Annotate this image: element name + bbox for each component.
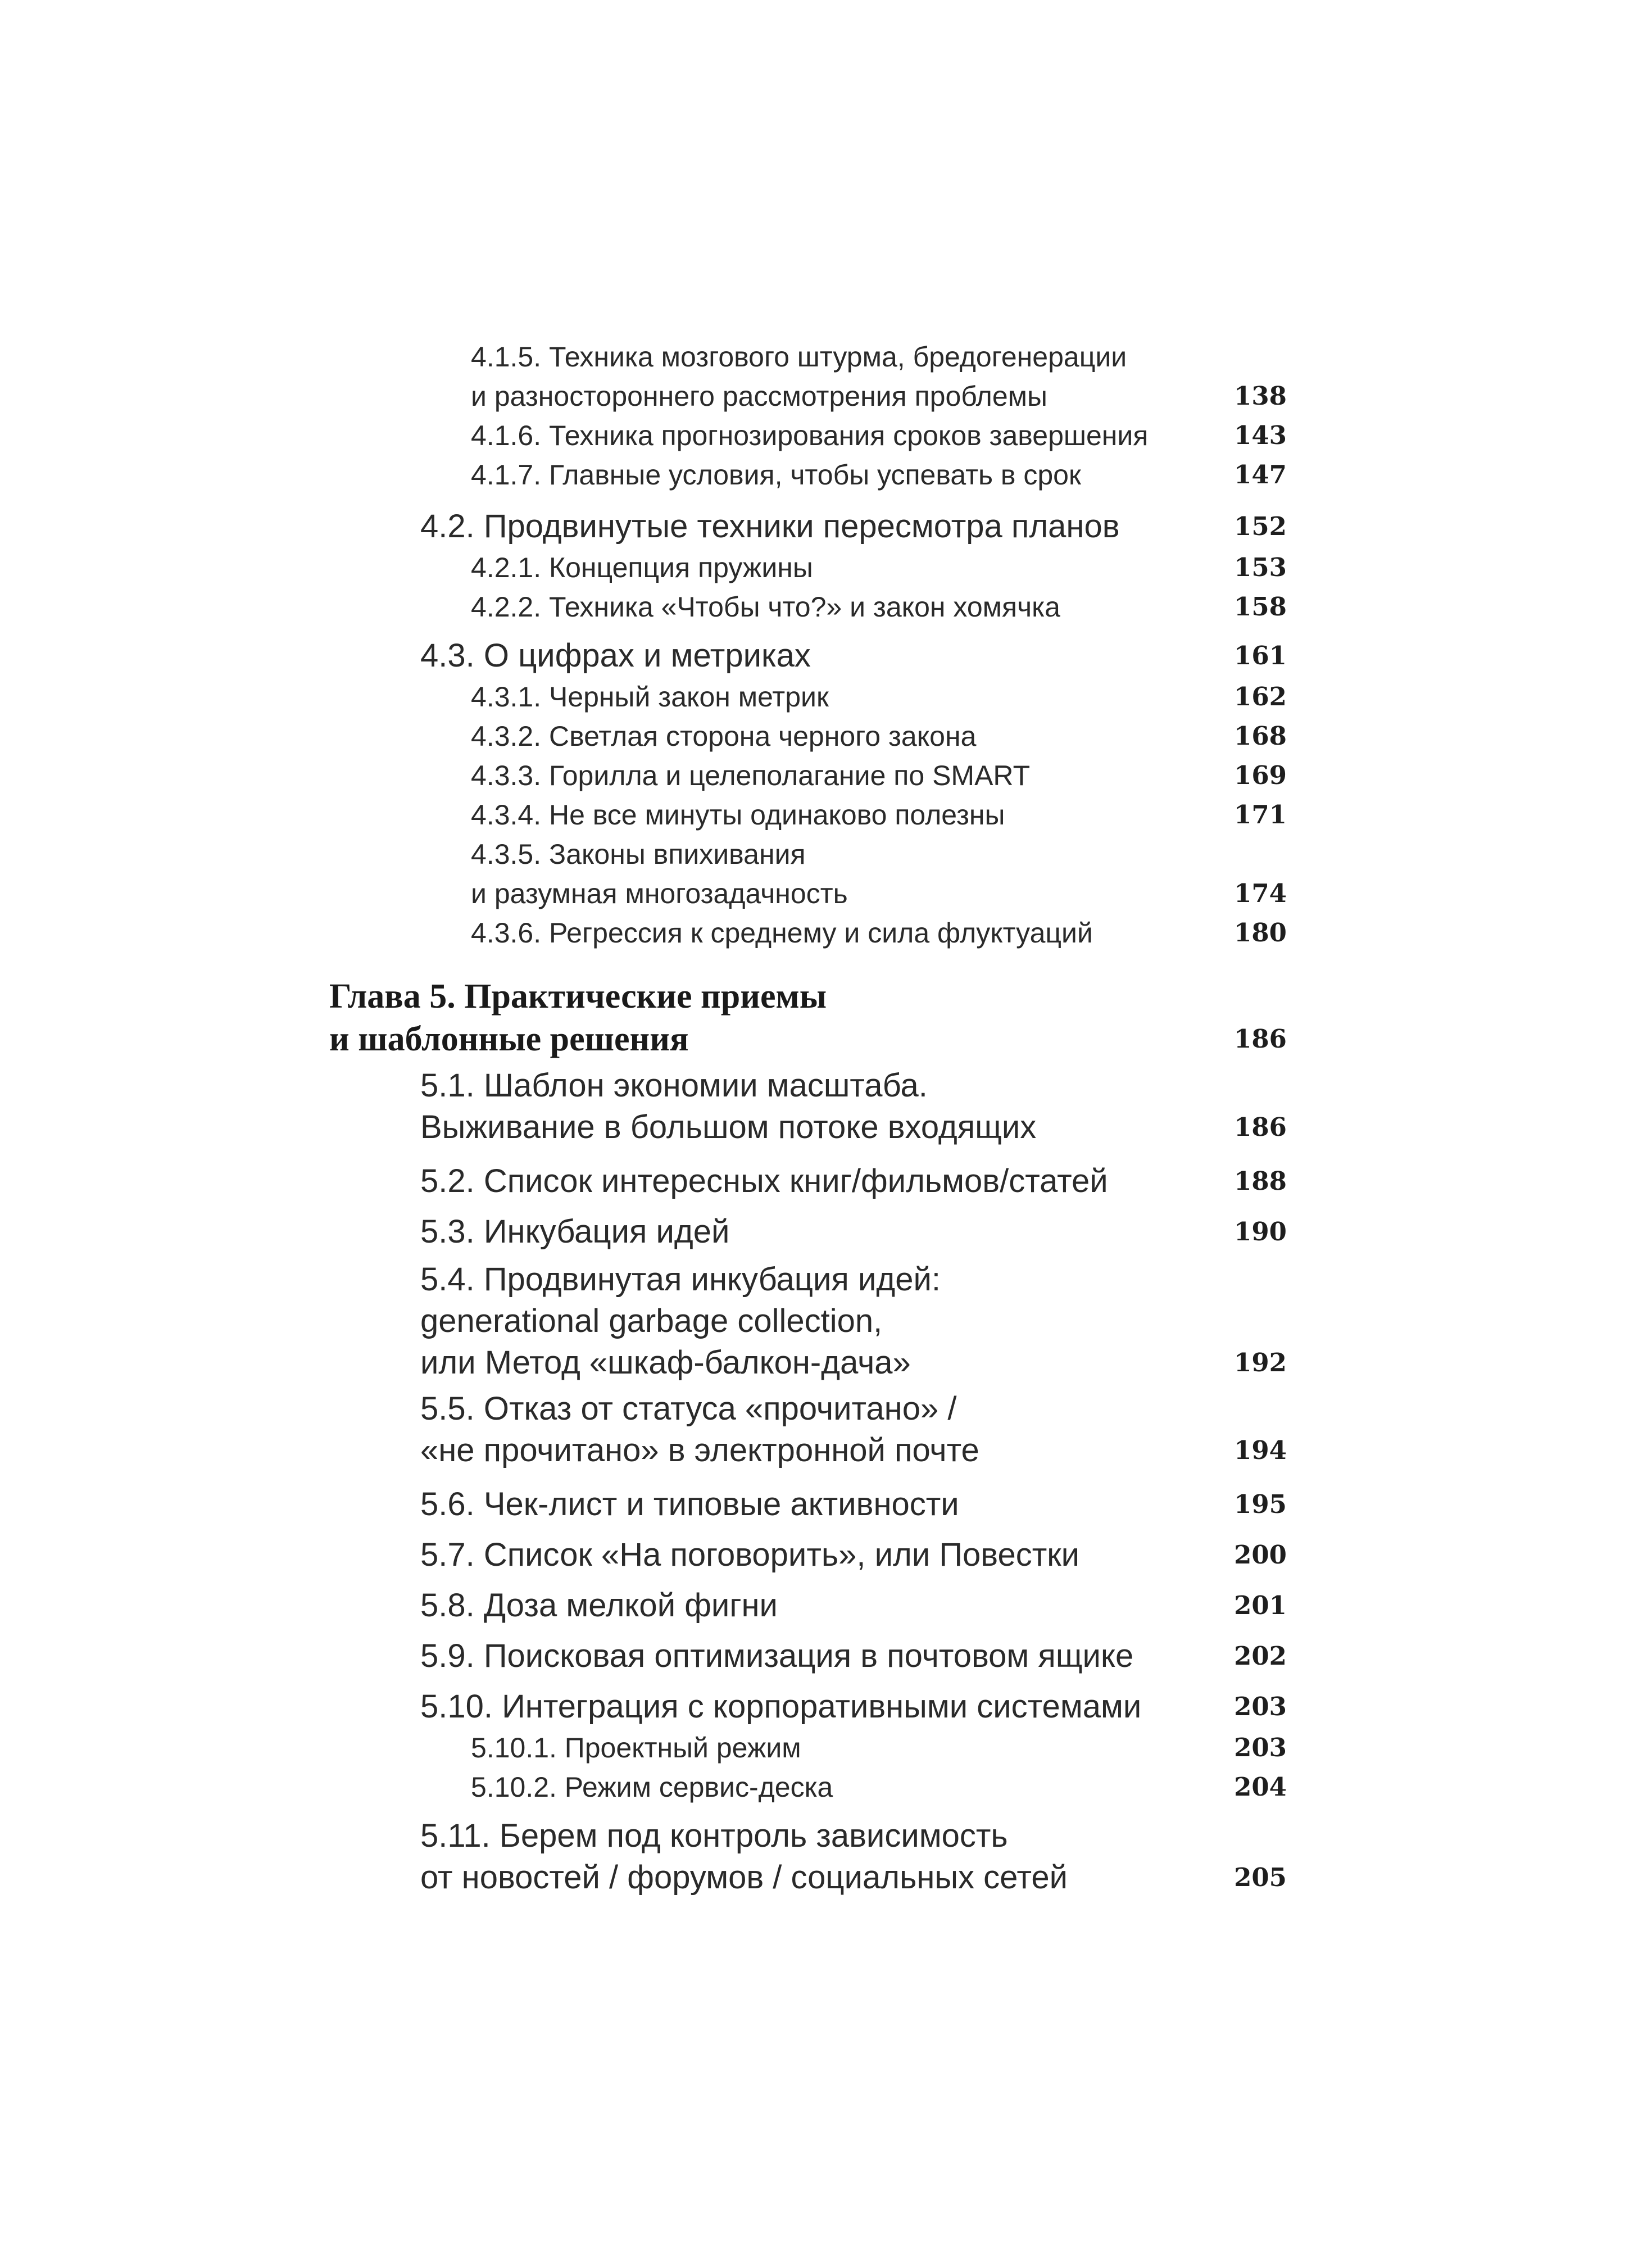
toc-entry bbox=[420, 506, 1287, 547]
toc-entry-title-line: 4.3.3. Горилла и целеполагание по SMART bbox=[471, 760, 1031, 791]
toc-entry-title bbox=[420, 635, 811, 677]
toc-entry-title bbox=[420, 1211, 729, 1253]
toc-page-number: 152 bbox=[1234, 511, 1287, 541]
toc-entry-title-line: 4.3.4. Не все минуты одинаково полезны bbox=[471, 799, 1005, 831]
toc-page-number: 201 bbox=[1234, 1590, 1287, 1620]
toc-entry-title-line: 5.7. Список «На поговорить», или Повестки bbox=[420, 1537, 1080, 1573]
toc-page-number: 174 bbox=[1234, 878, 1287, 908]
toc-entry bbox=[471, 835, 1287, 913]
toc-entry-title-line: 5.10.1. Проектный режим bbox=[471, 1732, 801, 1764]
toc-entry-title-line: Глава 5. Практические приемы bbox=[329, 977, 827, 1016]
toc-entry-title-line: 5.2. Список интересных книг/фильмов/статей bbox=[420, 1163, 1108, 1199]
toc-entry bbox=[420, 1815, 1287, 1898]
toc-entry-title bbox=[420, 1534, 1079, 1576]
toc-page-number: 143 bbox=[1234, 420, 1287, 450]
toc-entry bbox=[471, 416, 1287, 455]
toc-entry bbox=[420, 1388, 1287, 1471]
toc-entry-title bbox=[471, 913, 1093, 953]
toc-page-number: 186 bbox=[1234, 1112, 1287, 1142]
toc-page-number: 190 bbox=[1234, 1217, 1287, 1247]
toc-entry-title-line: и разностороннего рассмотрения проблемы bbox=[471, 380, 1047, 412]
toc-page-number: 200 bbox=[1234, 1540, 1287, 1570]
toc-page-number: 203 bbox=[1234, 1692, 1287, 1721]
toc-entry bbox=[420, 1686, 1287, 1728]
toc-entry-title-line: 5.10. Интеграция с корпоративными системами bbox=[420, 1688, 1142, 1725]
toc-entry-title-line: «не прочитано» в электронной почте bbox=[420, 1432, 979, 1469]
toc-entry-title bbox=[471, 548, 813, 587]
toc-page-number: 188 bbox=[1234, 1166, 1287, 1196]
toc-entry-title-line: 5.10.2. Режим сервис-деска bbox=[471, 1771, 833, 1803]
toc-entry bbox=[471, 1728, 1287, 1767]
toc-entry-title bbox=[471, 677, 829, 717]
toc-entry-title-line: или Метод «шкаф-балкон-дача» bbox=[420, 1344, 911, 1381]
toc-entry bbox=[329, 975, 1287, 1060]
toc-page-number: 194 bbox=[1234, 1435, 1287, 1465]
toc-entry-title bbox=[420, 1065, 1036, 1148]
toc-entry bbox=[420, 1534, 1287, 1576]
toc-entry-title bbox=[471, 337, 1127, 416]
toc-entry-title-line: и разумная многозадачность bbox=[471, 878, 848, 909]
toc-page-number: 203 bbox=[1234, 1733, 1287, 1762]
toc-entry-title-line: и шаблонные решения bbox=[329, 1020, 689, 1058]
toc-entry-title-line: 5.4. Продвинутая инкубация идей: bbox=[420, 1261, 941, 1298]
toc-entry-title-line: 5.8. Доза мелкой фигни bbox=[420, 1587, 778, 1624]
toc-page-number: 180 bbox=[1234, 918, 1287, 948]
toc-page-number: 195 bbox=[1234, 1489, 1287, 1519]
toc-entry bbox=[420, 1484, 1287, 1525]
toc-entry bbox=[471, 717, 1287, 756]
toc-entry bbox=[471, 756, 1287, 795]
toc-entry-title-line: 4.2.2. Техника «Чтобы что?» и закон хомячка bbox=[471, 591, 1060, 623]
toc-entry-title bbox=[471, 835, 848, 913]
toc-entry bbox=[420, 1259, 1287, 1384]
toc-entry-title-line: от новостей / форумов / социальных сетей bbox=[420, 1859, 1068, 1896]
toc-entry-title-line: 4.3.2. Светлая сторона черного закона bbox=[471, 720, 977, 752]
toc-page-number: 153 bbox=[1234, 552, 1287, 582]
toc-page-number: 171 bbox=[1234, 800, 1287, 830]
toc-entry-title bbox=[471, 1728, 801, 1767]
toc-entry bbox=[420, 1585, 1287, 1626]
toc-entry-title bbox=[420, 1388, 979, 1471]
toc-page-number: 147 bbox=[1234, 460, 1287, 490]
toc-entry bbox=[471, 455, 1287, 495]
toc-entry-title bbox=[471, 756, 1030, 795]
toc-entry-title-line: 5.6. Чек-лист и типовые активности bbox=[420, 1486, 959, 1522]
toc-entry-title bbox=[471, 455, 1081, 495]
toc-entry-title-line: 5.5. Отказ от статуса «прочитано» / bbox=[420, 1390, 957, 1427]
toc-entry-title-line: 4.2. Продвинутые техники пересмотра планов bbox=[420, 508, 1120, 545]
toc-entry bbox=[420, 635, 1287, 677]
toc-entry bbox=[420, 1065, 1287, 1148]
toc-entry-title-line: 4.3.1. Черный закон метрик bbox=[471, 681, 829, 713]
toc-entry-title-line: 5.3. Инкубация идей bbox=[420, 1213, 730, 1250]
toc-entry-title-line: 5.11. Берем под контроль зависимость bbox=[420, 1818, 1008, 1854]
toc-entry bbox=[420, 1161, 1287, 1202]
toc-page-number: 138 bbox=[1234, 381, 1287, 411]
toc-entry-title bbox=[420, 1686, 1141, 1728]
toc-entry-title bbox=[471, 717, 976, 756]
toc-entry-title bbox=[471, 1767, 833, 1807]
toc-entry-title-line: 4.3.5. Законы впихивания bbox=[471, 839, 806, 870]
toc-page-number: 162 bbox=[1234, 682, 1287, 711]
toc-page-number: 158 bbox=[1234, 592, 1287, 622]
toc-page-number: 168 bbox=[1234, 721, 1287, 751]
toc-entry bbox=[420, 1211, 1287, 1253]
toc-entry-title bbox=[471, 795, 1005, 835]
toc-entry-title bbox=[420, 1161, 1108, 1202]
toc-entry bbox=[471, 795, 1287, 835]
toc-entry-title-line: 4.1.6. Техника прогнозирования сроков завершения bbox=[471, 420, 1149, 451]
toc-page-number: 204 bbox=[1234, 1772, 1287, 1802]
toc-entry bbox=[471, 548, 1287, 587]
toc-entry-title-line: generational garbage collection, bbox=[420, 1303, 883, 1339]
toc-entry-title bbox=[420, 1585, 778, 1626]
toc-entry-title bbox=[471, 587, 1060, 627]
toc-entry bbox=[471, 913, 1287, 953]
toc-entry-title bbox=[329, 975, 827, 1060]
toc-entry-title-line: 4.2.1. Концепция пружины bbox=[471, 552, 813, 583]
toc-entry-title-line: 4.1.7. Главные условия, чтобы успевать в срок bbox=[471, 459, 1081, 491]
toc-entry-title bbox=[420, 1815, 1068, 1898]
toc-entry-title-line: 4.1.5. Техника мозгового штурма, бредогенерации bbox=[471, 341, 1127, 373]
toc-entry-title-line: 4.3. О цифрах и метриках bbox=[420, 637, 811, 674]
toc-page-number: 186 bbox=[1234, 1024, 1287, 1054]
toc-page-number: 192 bbox=[1234, 1348, 1287, 1377]
toc-entry-title bbox=[420, 506, 1120, 547]
toc-entry bbox=[471, 1767, 1287, 1807]
toc-entry bbox=[471, 677, 1287, 717]
toc-page-number: 202 bbox=[1234, 1641, 1287, 1671]
toc-page-number: 169 bbox=[1234, 760, 1287, 790]
toc-page-number: 205 bbox=[1234, 1862, 1287, 1892]
toc-entry bbox=[471, 337, 1287, 416]
toc-entry-title bbox=[471, 416, 1148, 455]
toc-entry-title-line: 4.3.6. Регрессия к среднему и сила флуктуаций bbox=[471, 917, 1093, 949]
toc-page-number: 161 bbox=[1234, 641, 1287, 670]
toc-entry-title-line: 5.9. Поисковая оптимизация в почтовом ящике bbox=[420, 1638, 1134, 1674]
toc-entry-title-line: 5.1. Шаблон экономии масштаба. bbox=[420, 1067, 928, 1104]
toc-entry-title bbox=[420, 1259, 941, 1384]
toc-entry-title-line: Выживание в большом потоке входящих bbox=[420, 1109, 1037, 1145]
toc-entry bbox=[420, 1635, 1287, 1677]
toc-entry-title bbox=[420, 1635, 1133, 1677]
toc-entry-title bbox=[420, 1484, 959, 1525]
toc-entry bbox=[471, 587, 1287, 627]
